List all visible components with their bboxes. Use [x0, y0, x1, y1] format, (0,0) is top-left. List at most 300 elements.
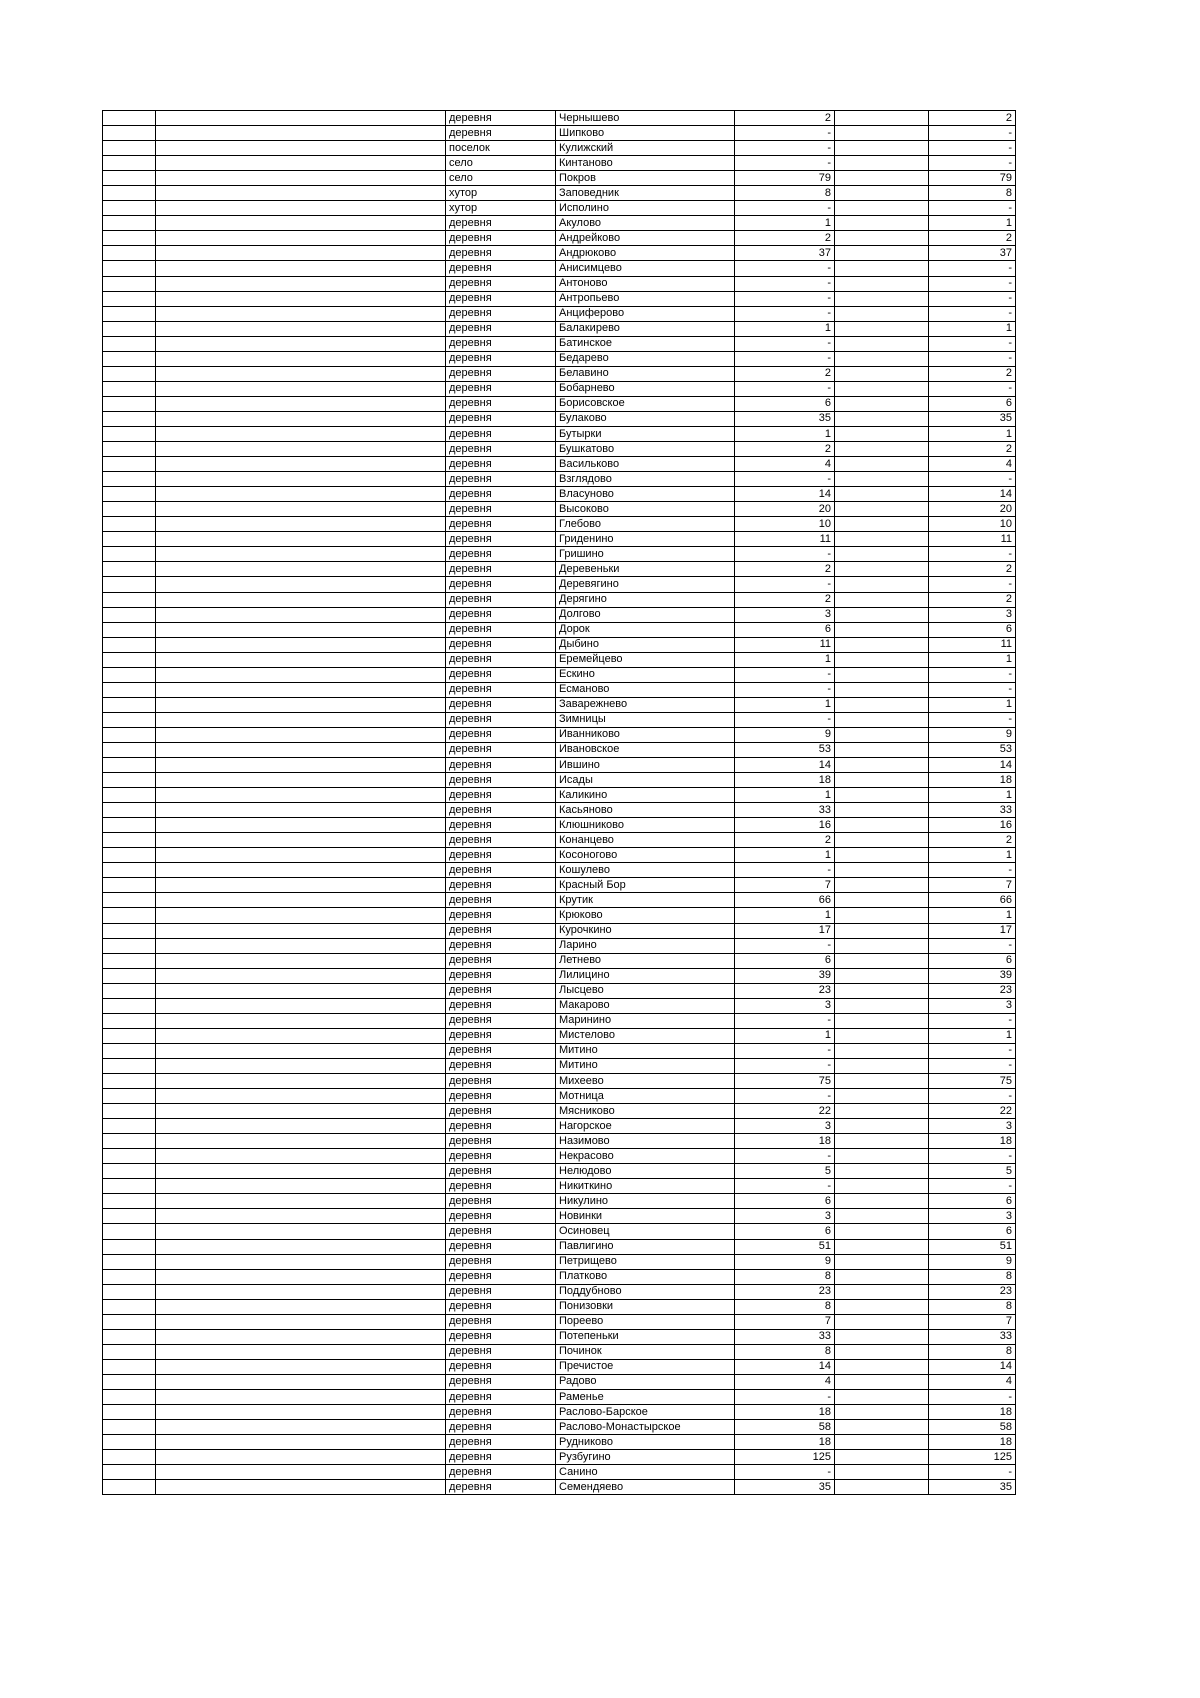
- total-cell: -: [929, 1389, 1016, 1404]
- table-row: [103, 758, 1016, 773]
- total-cell: 3: [929, 1209, 1016, 1224]
- settlement-name-cell: Косоногово: [556, 848, 735, 863]
- count-cell: 1: [735, 908, 835, 923]
- total-cell: -: [929, 381, 1016, 396]
- empty-cell-2: [156, 1465, 446, 1480]
- total-cell: -: [929, 261, 1016, 276]
- total-cell: -: [929, 682, 1016, 697]
- empty-cell-6: [835, 1043, 929, 1058]
- total-cell: 53: [929, 742, 1016, 757]
- empty-cell-1: [103, 727, 156, 742]
- total-cell: 2: [929, 111, 1016, 126]
- settlement-name-cell: Еремейцево: [556, 652, 735, 667]
- count-cell: -: [735, 547, 835, 562]
- empty-cell-2: [156, 953, 446, 968]
- settlement-type-cell: деревня: [446, 938, 556, 953]
- total-cell: -: [929, 1043, 1016, 1058]
- empty-cell-2: [156, 1149, 446, 1164]
- settlement-type-cell: хутор: [446, 201, 556, 216]
- settlement-name-cell: Раслово-Барское: [556, 1405, 735, 1420]
- empty-cell-1: [103, 1269, 156, 1284]
- count-cell: -: [735, 126, 835, 141]
- empty-cell-6: [835, 1104, 929, 1119]
- empty-cell-1: [103, 968, 156, 983]
- empty-cell-1: [103, 321, 156, 336]
- settlement-type-cell: деревня: [446, 411, 556, 426]
- settlement-name-cell: Заварежнево: [556, 697, 735, 712]
- count-cell: -: [735, 667, 835, 682]
- total-cell: -: [929, 201, 1016, 216]
- settlement-type-cell: деревня: [446, 577, 556, 592]
- table-row: [103, 1374, 1016, 1389]
- count-cell: 53: [735, 742, 835, 757]
- empty-cell-2: [156, 502, 446, 517]
- empty-cell-2: [156, 1164, 446, 1179]
- empty-cell-2: [156, 803, 446, 818]
- settlement-type-cell: деревня: [446, 682, 556, 697]
- empty-cell-2: [156, 306, 446, 321]
- table-row: [103, 1435, 1016, 1450]
- settlement-type-cell: деревня: [446, 126, 556, 141]
- table-row: [103, 983, 1016, 998]
- settlement-name-cell: Некрасово: [556, 1149, 735, 1164]
- count-cell: 11: [735, 532, 835, 547]
- table-row: [103, 487, 1016, 502]
- empty-cell-2: [156, 833, 446, 848]
- table-row: [103, 321, 1016, 336]
- total-cell: 23: [929, 1284, 1016, 1299]
- settlement-type-cell: деревня: [446, 758, 556, 773]
- empty-cell-2: [156, 1013, 446, 1028]
- table-row: [103, 111, 1016, 126]
- empty-cell-1: [103, 1164, 156, 1179]
- empty-cell-2: [156, 1329, 446, 1344]
- empty-cell-1: [103, 1344, 156, 1359]
- empty-cell-2: [156, 1074, 446, 1089]
- empty-cell-6: [835, 216, 929, 231]
- empty-cell-1: [103, 1465, 156, 1480]
- empty-cell-1: [103, 1420, 156, 1435]
- settlement-name-cell: Есманово: [556, 682, 735, 697]
- table-row: [103, 517, 1016, 532]
- total-cell: 1: [929, 697, 1016, 712]
- total-cell: -: [929, 1179, 1016, 1194]
- table-row: [103, 126, 1016, 141]
- settlement-type-cell: деревня: [446, 1329, 556, 1344]
- settlement-name-cell: Акулово: [556, 216, 735, 231]
- settlement-type-cell: деревня: [446, 321, 556, 336]
- empty-cell-1: [103, 1435, 156, 1450]
- settlement-type-cell: деревня: [446, 472, 556, 487]
- settlement-type-cell: деревня: [446, 261, 556, 276]
- count-cell: 23: [735, 983, 835, 998]
- settlement-name-cell: Гриденино: [556, 532, 735, 547]
- table-row: [103, 1420, 1016, 1435]
- empty-cell-1: [103, 426, 156, 441]
- empty-cell-2: [156, 818, 446, 833]
- table-row: [103, 1299, 1016, 1314]
- empty-cell-1: [103, 201, 156, 216]
- empty-cell-2: [156, 1239, 446, 1254]
- settlement-type-cell: деревня: [446, 773, 556, 788]
- settlement-name-cell: Платково: [556, 1269, 735, 1284]
- settlement-type-cell: деревня: [446, 622, 556, 637]
- settlement-name-cell: Починок: [556, 1344, 735, 1359]
- empty-cell-2: [156, 1450, 446, 1465]
- table-row: [103, 1405, 1016, 1420]
- empty-cell-6: [835, 1374, 929, 1389]
- settlement-name-cell: Бобарнево: [556, 381, 735, 396]
- count-cell: 2: [735, 111, 835, 126]
- total-cell: 125: [929, 1450, 1016, 1465]
- settlement-type-cell: деревня: [446, 351, 556, 366]
- count-cell: 1: [735, 1028, 835, 1043]
- table-row: [103, 893, 1016, 908]
- empty-cell-1: [103, 697, 156, 712]
- total-cell: 35: [929, 1480, 1016, 1495]
- table-row: [103, 411, 1016, 426]
- empty-cell-6: [835, 321, 929, 336]
- count-cell: 1: [735, 321, 835, 336]
- empty-cell-2: [156, 923, 446, 938]
- count-cell: 14: [735, 758, 835, 773]
- total-cell: 39: [929, 968, 1016, 983]
- table-row: [103, 1329, 1016, 1344]
- settlement-type-cell: деревня: [446, 878, 556, 893]
- empty-cell-6: [835, 863, 929, 878]
- empty-cell-2: [156, 141, 446, 156]
- count-cell: -: [735, 1465, 835, 1480]
- count-cell: -: [735, 938, 835, 953]
- settlement-name-cell: Деревягино: [556, 577, 735, 592]
- total-cell: -: [929, 351, 1016, 366]
- total-cell: 14: [929, 487, 1016, 502]
- count-cell: 5: [735, 1164, 835, 1179]
- empty-cell-2: [156, 517, 446, 532]
- settlement-name-cell: Зимницы: [556, 712, 735, 727]
- table-row: [103, 923, 1016, 938]
- empty-cell-2: [156, 788, 446, 803]
- empty-cell-6: [835, 607, 929, 622]
- settlement-name-cell: Мотница: [556, 1089, 735, 1104]
- settlement-name-cell: Маринино: [556, 1013, 735, 1028]
- settlement-name-cell: Батинское: [556, 336, 735, 351]
- count-cell: 17: [735, 923, 835, 938]
- table-row: [103, 742, 1016, 757]
- count-cell: 7: [735, 878, 835, 893]
- settlement-type-cell: деревня: [446, 517, 556, 532]
- empty-cell-1: [103, 547, 156, 562]
- total-cell: 18: [929, 1435, 1016, 1450]
- count-cell: 8: [735, 1344, 835, 1359]
- count-cell: 125: [735, 1450, 835, 1465]
- empty-cell-6: [835, 1359, 929, 1374]
- empty-cell-2: [156, 878, 446, 893]
- count-cell: -: [735, 381, 835, 396]
- table-row: [103, 246, 1016, 261]
- empty-cell-6: [835, 1329, 929, 1344]
- total-cell: -: [929, 1058, 1016, 1073]
- count-cell: 1: [735, 788, 835, 803]
- table-row: [103, 562, 1016, 577]
- empty-cell-6: [835, 442, 929, 457]
- settlement-type-cell: деревня: [446, 1359, 556, 1374]
- settlement-type-cell: деревня: [446, 502, 556, 517]
- settlement-name-cell: Кошулево: [556, 863, 735, 878]
- table-row: [103, 863, 1016, 878]
- table-row: [103, 1269, 1016, 1284]
- empty-cell-6: [835, 1058, 929, 1073]
- settlement-name-cell: Радово: [556, 1374, 735, 1389]
- empty-cell-6: [835, 983, 929, 998]
- empty-cell-6: [835, 998, 929, 1013]
- count-cell: 18: [735, 1435, 835, 1450]
- empty-cell-2: [156, 276, 446, 291]
- empty-cell-6: [835, 1119, 929, 1134]
- count-cell: 2: [735, 442, 835, 457]
- empty-cell-1: [103, 171, 156, 186]
- total-cell: 1: [929, 908, 1016, 923]
- settlement-type-cell: деревня: [446, 562, 556, 577]
- empty-cell-1: [103, 908, 156, 923]
- count-cell: 2: [735, 592, 835, 607]
- settlement-name-cell: Санино: [556, 1465, 735, 1480]
- settlement-type-cell: деревня: [446, 923, 556, 938]
- settlement-type-cell: деревня: [446, 426, 556, 441]
- total-cell: 33: [929, 1329, 1016, 1344]
- total-cell: 1: [929, 652, 1016, 667]
- empty-cell-1: [103, 637, 156, 652]
- settlement-name-cell: Чернышево: [556, 111, 735, 126]
- empty-cell-1: [103, 1209, 156, 1224]
- table-row: [103, 607, 1016, 622]
- table-row: [103, 803, 1016, 818]
- settlement-name-cell: Кинтаново: [556, 156, 735, 171]
- empty-cell-1: [103, 1329, 156, 1344]
- settlement-type-cell: деревня: [446, 1089, 556, 1104]
- empty-cell-1: [103, 276, 156, 291]
- settlement-type-cell: деревня: [446, 953, 556, 968]
- settlement-name-cell: Курочкино: [556, 923, 735, 938]
- total-cell: 3: [929, 607, 1016, 622]
- empty-cell-1: [103, 216, 156, 231]
- table-row: [103, 396, 1016, 411]
- total-cell: 2: [929, 833, 1016, 848]
- total-cell: -: [929, 863, 1016, 878]
- empty-cell-1: [103, 893, 156, 908]
- total-cell: 14: [929, 1359, 1016, 1374]
- settlement-type-cell: село: [446, 156, 556, 171]
- empty-cell-1: [103, 1450, 156, 1465]
- settlement-type-cell: деревня: [446, 246, 556, 261]
- empty-cell-6: [835, 366, 929, 381]
- settlement-type-cell: деревня: [446, 1299, 556, 1314]
- count-cell: 58: [735, 1420, 835, 1435]
- settlement-name-cell: Бушкатово: [556, 442, 735, 457]
- settlement-type-cell: деревня: [446, 1269, 556, 1284]
- empty-cell-2: [156, 1134, 446, 1149]
- total-cell: 51: [929, 1239, 1016, 1254]
- empty-cell-6: [835, 306, 929, 321]
- empty-cell-6: [835, 622, 929, 637]
- empty-cell-6: [835, 953, 929, 968]
- settlement-name-cell: Михеево: [556, 1074, 735, 1089]
- empty-cell-2: [156, 893, 446, 908]
- empty-cell-1: [103, 1028, 156, 1043]
- empty-cell-1: [103, 833, 156, 848]
- empty-cell-6: [835, 1284, 929, 1299]
- empty-cell-2: [156, 968, 446, 983]
- empty-cell-2: [156, 938, 446, 953]
- count-cell: 6: [735, 1224, 835, 1239]
- total-cell: 6: [929, 396, 1016, 411]
- empty-cell-2: [156, 126, 446, 141]
- table-row: [103, 276, 1016, 291]
- settlement-type-cell: деревня: [446, 652, 556, 667]
- count-cell: 8: [735, 1269, 835, 1284]
- table-row: [103, 547, 1016, 562]
- total-cell: 20: [929, 502, 1016, 517]
- empty-cell-2: [156, 321, 446, 336]
- total-cell: 1: [929, 848, 1016, 863]
- empty-cell-1: [103, 1058, 156, 1073]
- settlement-type-cell: поселок: [446, 141, 556, 156]
- count-cell: 6: [735, 396, 835, 411]
- settlement-type-cell: деревня: [446, 396, 556, 411]
- empty-cell-2: [156, 1405, 446, 1420]
- table-row: [103, 1480, 1016, 1495]
- settlement-type-cell: деревня: [446, 1465, 556, 1480]
- settlement-type-cell: деревня: [446, 366, 556, 381]
- settlement-name-cell: Долгово: [556, 607, 735, 622]
- settlement-type-cell: деревня: [446, 1194, 556, 1209]
- count-cell: -: [735, 1179, 835, 1194]
- total-cell: 2: [929, 366, 1016, 381]
- empty-cell-1: [103, 126, 156, 141]
- settlement-name-cell: Взглядово: [556, 472, 735, 487]
- table-body: [103, 111, 1016, 1495]
- empty-cell-6: [835, 1074, 929, 1089]
- count-cell: 1: [735, 848, 835, 863]
- total-cell: 7: [929, 1314, 1016, 1329]
- count-cell: 2: [735, 231, 835, 246]
- settlement-name-cell: Исполино: [556, 201, 735, 216]
- count-cell: 2: [735, 366, 835, 381]
- settlement-type-cell: деревня: [446, 487, 556, 502]
- empty-cell-2: [156, 607, 446, 622]
- empty-cell-1: [103, 1089, 156, 1104]
- empty-cell-2: [156, 1179, 446, 1194]
- settlement-name-cell: Лилицино: [556, 968, 735, 983]
- settlement-type-cell: деревня: [446, 1058, 556, 1073]
- total-cell: 37: [929, 246, 1016, 261]
- empty-cell-2: [156, 1119, 446, 1134]
- empty-cell-6: [835, 1465, 929, 1480]
- empty-cell-1: [103, 1299, 156, 1314]
- total-cell: -: [929, 126, 1016, 141]
- empty-cell-1: [103, 758, 156, 773]
- table-row: [103, 1104, 1016, 1119]
- settlement-type-cell: деревня: [446, 727, 556, 742]
- count-cell: -: [735, 351, 835, 366]
- empty-cell-2: [156, 848, 446, 863]
- empty-cell-1: [103, 517, 156, 532]
- settlement-type-cell: деревня: [446, 848, 556, 863]
- empty-cell-6: [835, 878, 929, 893]
- empty-cell-6: [835, 457, 929, 472]
- count-cell: 37: [735, 246, 835, 261]
- empty-cell-2: [156, 186, 446, 201]
- settlement-name-cell: Бутырки: [556, 426, 735, 441]
- settlement-type-cell: деревня: [446, 592, 556, 607]
- count-cell: 14: [735, 1359, 835, 1374]
- empty-cell-2: [156, 682, 446, 697]
- total-cell: 2: [929, 442, 1016, 457]
- empty-cell-2: [156, 592, 446, 607]
- settlement-name-cell: Бедарево: [556, 351, 735, 366]
- total-cell: 18: [929, 773, 1016, 788]
- empty-cell-1: [103, 1134, 156, 1149]
- settlement-type-cell: деревня: [446, 336, 556, 351]
- settlement-name-cell: Мистелово: [556, 1028, 735, 1043]
- empty-cell-6: [835, 577, 929, 592]
- settlement-type-cell: деревня: [446, 1314, 556, 1329]
- table-row: [103, 652, 1016, 667]
- total-cell: -: [929, 276, 1016, 291]
- empty-cell-2: [156, 983, 446, 998]
- empty-cell-2: [156, 712, 446, 727]
- settlement-type-cell: деревня: [446, 1374, 556, 1389]
- count-cell: -: [735, 682, 835, 697]
- settlement-name-cell: Никиткино: [556, 1179, 735, 1194]
- empty-cell-2: [156, 622, 446, 637]
- count-cell: 9: [735, 1254, 835, 1269]
- count-cell: 3: [735, 1119, 835, 1134]
- settlement-name-cell: Дерягино: [556, 592, 735, 607]
- empty-cell-1: [103, 1104, 156, 1119]
- empty-cell-1: [103, 1179, 156, 1194]
- table-row: [103, 848, 1016, 863]
- empty-cell-2: [156, 1209, 446, 1224]
- settlement-type-cell: деревня: [446, 1119, 556, 1134]
- settlement-type-cell: деревня: [446, 1074, 556, 1089]
- settlement-name-cell: Васильково: [556, 457, 735, 472]
- empty-cell-1: [103, 818, 156, 833]
- count-cell: 35: [735, 1480, 835, 1495]
- empty-cell-6: [835, 1405, 929, 1420]
- empty-cell-6: [835, 1299, 929, 1314]
- settlement-type-cell: деревня: [446, 1149, 556, 1164]
- empty-cell-1: [103, 261, 156, 276]
- empty-cell-6: [835, 592, 929, 607]
- count-cell: -: [735, 577, 835, 592]
- empty-cell-1: [103, 411, 156, 426]
- settlement-type-cell: деревня: [446, 1104, 556, 1119]
- table-row: [103, 1389, 1016, 1404]
- total-cell: -: [929, 141, 1016, 156]
- settlement-type-cell: деревня: [446, 818, 556, 833]
- settlement-name-cell: Ларино: [556, 938, 735, 953]
- settlement-type-cell: деревня: [446, 1284, 556, 1299]
- empty-cell-6: [835, 411, 929, 426]
- count-cell: 33: [735, 1329, 835, 1344]
- empty-cell-6: [835, 156, 929, 171]
- total-cell: 23: [929, 983, 1016, 998]
- settlement-name-cell: Нагорское: [556, 1119, 735, 1134]
- table-row: [103, 1164, 1016, 1179]
- empty-cell-2: [156, 773, 446, 788]
- settlement-type-cell: село: [446, 171, 556, 186]
